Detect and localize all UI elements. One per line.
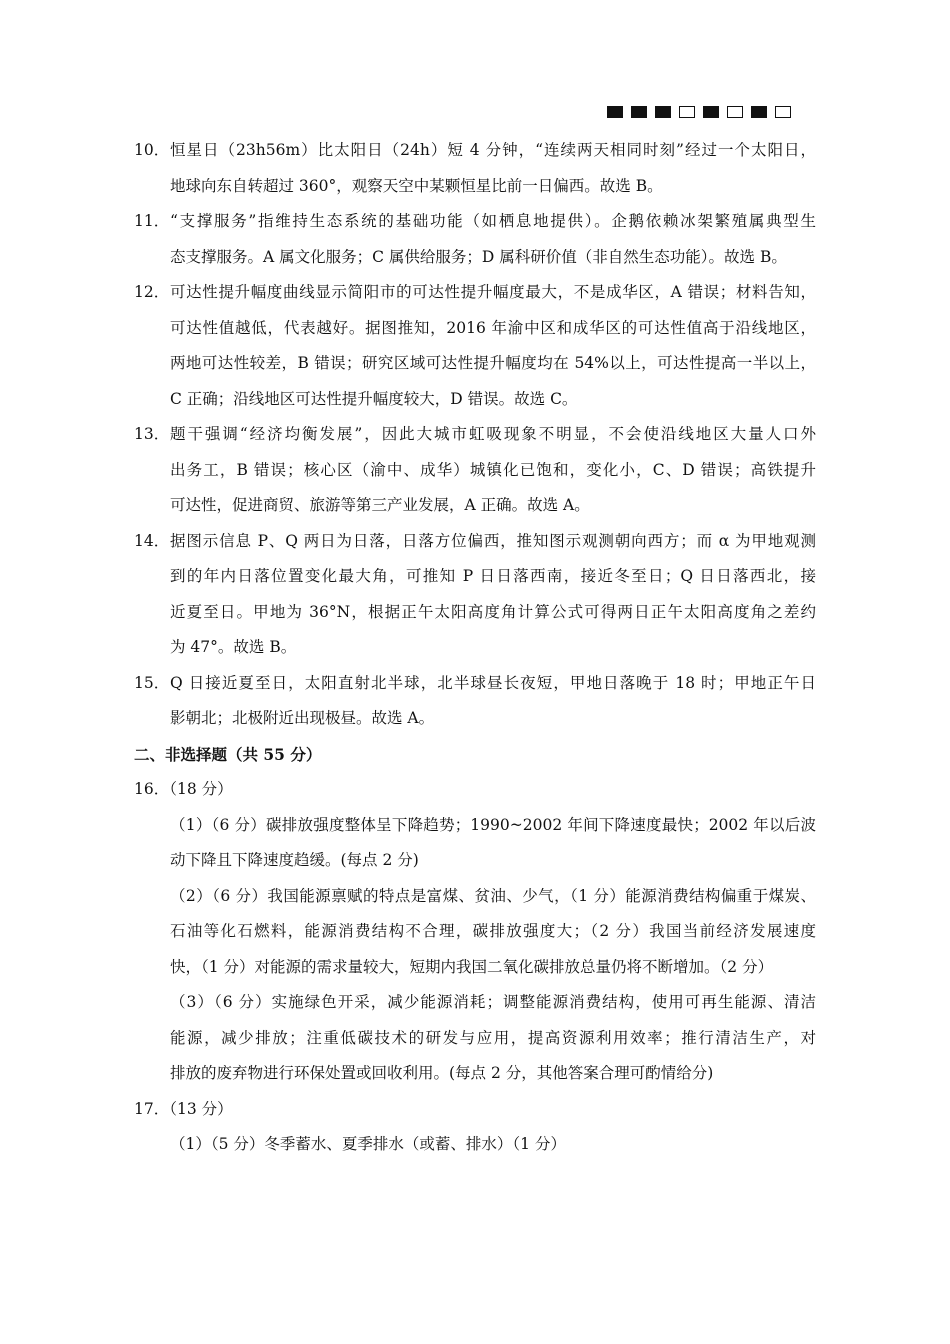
text-line: 地球向东自转超过 360°，观察天空中某颗恒星比前一日偏西。故选 B。 — [170, 176, 663, 195]
filled-square-mark — [607, 106, 623, 118]
filled-square-mark — [655, 106, 671, 118]
answer-item — [134, 133, 816, 204]
section-heading: 二、非选择题（共 55 分） — [134, 744, 322, 764]
text-line: 近夏至日。甲地为 36°N，根据正午太阳高度角计算公式可得两日正午太阳高度角之差约 — [170, 602, 816, 621]
text-line: 出务工，B 错误；核心区（渝中、成华）城镇化已饱和，变化小，C、D 错误；高铁提升 — [170, 460, 816, 479]
empty-square-mark — [775, 106, 791, 118]
sub-answer — [170, 808, 816, 879]
q17-label: 17．（13 分） — [134, 1099, 233, 1118]
text-line: “支撑服务”指维持生态系统的基础功能（如栖息地提供）。企鹅依赖冰架繁殖属典型生 — [170, 212, 816, 230]
text-line: 两地可达性较差，B 错误；研究区域可达性提升幅度均在 54%以上，可达性提高一半以上， — [170, 354, 816, 372]
question-number: 13． — [134, 425, 170, 443]
text-line: 据图示信息 P、Q 两日为日落，日落方位偏西，推知图示观测朝向西方；而 α 为甲地观测 — [170, 531, 816, 550]
text-line: 影朝北；北极附近出现极昼。故选 A。 — [170, 709, 435, 727]
answer-text — [170, 524, 816, 666]
filled-square-mark — [751, 106, 767, 118]
question-number: 14． — [134, 531, 170, 550]
text-line: 排放的废弃物进行环保处置或回收利用。(每点 2 分，其他答案合理可酌情给分) — [170, 1064, 714, 1082]
filled-square-mark — [631, 106, 647, 118]
text-line: 为 47°。故选 B。 — [170, 638, 297, 656]
answer-text — [170, 417, 816, 524]
text-line: 恒星日（23h56m）比太阳日（24h）短 4 分钟，“连续两天相同时刻”经过一个太阳日， — [170, 141, 816, 159]
q16-parts — [134, 808, 816, 1092]
text-line: 态支撑服务。A 属文化服务；C 属供给服务；D 属科研价值（非自然生态功能）。故选 B。 — [170, 247, 787, 266]
answer-item — [134, 417, 816, 524]
sub-answer — [170, 985, 816, 1092]
answer-item — [134, 524, 816, 666]
header-marks — [607, 106, 791, 118]
text-line: Q 日接近夏至日，太阳直射北半球，北半球昼长夜短，甲地日落晚于 18 时；甲地正午日 — [170, 673, 816, 692]
sub-answer — [170, 1127, 816, 1163]
empty-square-mark — [679, 106, 695, 118]
answer-text — [170, 204, 816, 275]
choice-answers — [134, 133, 816, 737]
text-line: （2）（6 分）我国能源禀赋的特点是富煤、贫油、少气，（1 分）能源消费结构偏重于煤炭、 — [170, 886, 816, 905]
filled-square-mark — [703, 106, 719, 118]
text-line: （3）（6 分）实施绿色开采，减少能源消耗；调整能源消费结构，使用可再生能源、清洁 — [170, 993, 816, 1011]
answer-content — [134, 133, 816, 1163]
answer-text — [170, 666, 816, 737]
text-line: 快，（1 分）对能源的需求量较大，短期内我国二氧化碳排放总量仍将不断增加。（2 分） — [170, 957, 774, 976]
question-number: 12． — [134, 283, 170, 301]
answer-item — [134, 275, 816, 417]
empty-square-mark — [727, 106, 743, 118]
q17-parts — [134, 1127, 816, 1163]
text-line: 可达性，促进商贸、旅游等第三产业发展，A 正确。故选 A。 — [170, 496, 590, 514]
text-line: 可达性值越低，代表越好。据图推知，2016 年渝中区和成华区的可达性值高于沿线地区， — [170, 318, 816, 337]
text-line: C 正确；沿线地区可达性提升幅度较大，D 错误。故选 C。 — [170, 389, 578, 408]
text-line: （1）（6 分）碳排放强度整体呈下降趋势；1990~2002 年间下降速度最快；2002 年以后波 — [170, 815, 816, 834]
text-line: 动下降且下降速度趋缓。(每点 2 分) — [170, 851, 419, 869]
text-line: 石油等化石燃料，能源消费结构不合理，碳排放强度大；（2 分）我国当前经济发展速度 — [170, 922, 816, 940]
text-line: （1）（5 分）冬季蓄水、夏季排水（或蓄、排水）（1 分） — [170, 1135, 566, 1153]
question-number: 15． — [134, 673, 170, 692]
text-line: 题干强调“经济均衡发展”，因此大城市虹吸现象不明显，不会使沿线地区大量人口外 — [170, 425, 816, 443]
answer-item — [134, 204, 816, 275]
answer-text — [170, 133, 816, 204]
q16-label: 16．（18 分） — [134, 780, 233, 798]
answer-text — [170, 275, 816, 417]
text-line: 能源，减少排放；注重低碳技术的研发与应用，提高资源利用效率；推行清洁生产，对 — [170, 1028, 816, 1047]
text-line: 可达性提升幅度曲线显示简阳市的可达性提升幅度最大，不是成华区，A 错误；材料告知， — [170, 283, 816, 301]
sub-answer — [170, 879, 816, 986]
answer-item — [134, 666, 816, 737]
question-number: 10． — [134, 141, 170, 159]
question-number: 11． — [134, 212, 170, 230]
text-line: 到的年内日落位置变化最大角，可推知 P 日日落西南，接近冬至日；Q 日日落西北，接 — [170, 567, 816, 585]
